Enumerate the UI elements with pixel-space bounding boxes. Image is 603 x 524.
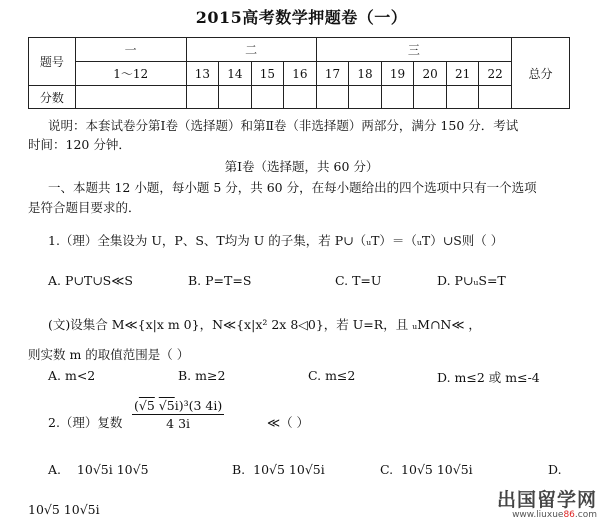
score-cell-14[interactable] <box>219 86 252 109</box>
section-3-header: 三 <box>316 38 511 62</box>
q1-stem: 1.（理）全集设为 U，P、S、T均为 U 的子集，若 P∪（ᵤT）＝（ᵤT）∪S则（ ） <box>48 233 504 248</box>
part1-intro-line-1: 一、本题共 12 小题，每小题 5 分，共 60 分，在每小题给出的四个选项中只有一个选项 <box>48 180 537 195</box>
question-21: 21 <box>446 62 479 86</box>
watermark-url[interactable]: www.liuxue86.com <box>512 510 597 520</box>
section-1-range: 1～12 <box>75 62 186 86</box>
score-cell-17[interactable] <box>316 86 349 109</box>
score-cell-16[interactable] <box>284 86 317 109</box>
label-total-score: 总分 <box>511 38 569 109</box>
score-cell-22[interactable] <box>479 86 512 109</box>
q2-fraction <box>132 398 224 431</box>
instructions-line-1: 说明：本套试卷分第Ⅰ卷（选择题）和第Ⅱ卷（非选择题）两部分，满分 150 分．考试 <box>48 118 519 133</box>
score-cell-13[interactable] <box>186 86 219 109</box>
score-table <box>28 37 570 109</box>
q1-option-d: D. P∪ᵤS=T <box>437 273 506 288</box>
part1-intro-line-2: 是符合题目要求的． <box>28 200 141 215</box>
q1-wen-option-b: B. m≥2 <box>178 368 226 383</box>
q1-option-b: B. P=T=S <box>188 273 252 288</box>
q1-option-c: C. T=U <box>335 273 382 288</box>
q2-option-d-label: D. <box>548 462 562 477</box>
label-score: 分数 <box>29 86 76 109</box>
question-22: 22 <box>479 62 512 86</box>
q1-wen-option-d: D. m≤2 或 m≤-4 <box>437 370 540 385</box>
q1-option-a: A. P∪T∪S≪S <box>48 273 133 288</box>
q2-prefix: 2.（理）复数 <box>48 415 123 430</box>
q1-wen-option-c: C. m≤2 <box>308 368 356 383</box>
score-cell-15[interactable] <box>251 86 284 109</box>
q1-wen-line-1: (文)设集合 M≪{x|x m 0}，N≪{x|x² 2x 8◁0}，若 U=R，且 ᵤM∩N≪ ， <box>48 317 481 332</box>
section-2-header: 二 <box>186 38 316 62</box>
question-18: 18 <box>349 62 382 86</box>
q2-suffix: ≪（ ） <box>267 415 310 430</box>
question-20: 20 <box>414 62 447 86</box>
q2-option-b: B. 10√5 10√5i <box>232 462 325 477</box>
watermark-text: 出国留学网 <box>496 489 597 511</box>
label-question-number: 题号 <box>29 38 76 86</box>
page-title: 2015高考数学押题卷（一） <box>195 8 408 27</box>
q1-wen-option-a: A. m<2 <box>48 368 96 383</box>
section-1-header: 一 <box>75 38 186 62</box>
score-cell-19[interactable] <box>381 86 414 109</box>
question-13: 13 <box>186 62 219 86</box>
question-16: 16 <box>284 62 317 86</box>
q2-option-d-body: 10√5 10√5i <box>28 502 100 517</box>
q2-numerator: (√5 √5i)³(3 4i) <box>134 398 223 413</box>
q2-denominator: 4 3i <box>166 416 191 431</box>
q2-option-c: C. 10√5 10√5i <box>380 462 473 477</box>
question-14: 14 <box>219 62 252 86</box>
question-17: 17 <box>316 62 349 86</box>
score-cell-18[interactable] <box>349 86 382 109</box>
q1-wen-line-2: 则实数 m 的取值范围是（ ） <box>28 347 190 362</box>
score-cell-21[interactable] <box>446 86 479 109</box>
part1-heading: 第Ⅰ卷（选择题，共 60 分） <box>224 159 379 174</box>
score-cell-1[interactable] <box>75 86 186 109</box>
q2-option-a: A. 10√5i 10√5 <box>48 462 149 477</box>
score-cell-20[interactable] <box>414 86 447 109</box>
instructions-line-2: 时间：120 分钟． <box>28 137 131 152</box>
question-15: 15 <box>251 62 284 86</box>
watermark-logo <box>497 485 597 520</box>
question-19: 19 <box>381 62 414 86</box>
